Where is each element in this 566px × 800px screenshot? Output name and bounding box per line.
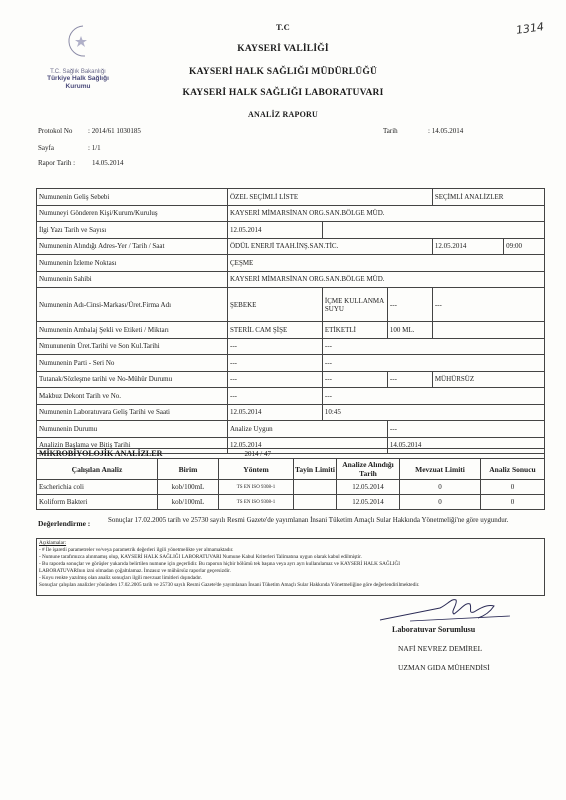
section-title-row xyxy=(37,449,545,459)
row-value: KAYSERİ MİMARSİNAN ORG.SAN.BÖLGE MÜD. xyxy=(228,205,545,222)
cell: 12.05.2014 xyxy=(337,480,400,495)
row-value: 12.05.2014 xyxy=(228,404,323,421)
col-header: Mevzuat Limiti xyxy=(400,459,481,480)
degerlendirme-label: Değerlendirme : xyxy=(38,519,91,528)
table-row xyxy=(37,338,545,355)
table-row xyxy=(37,495,545,510)
col-header: Yöntem xyxy=(219,459,294,480)
row-label: Numunenin İzleme Noktası xyxy=(37,255,228,272)
row-value: ÇEŞME xyxy=(228,255,545,272)
header-line3: KAYSERİ HALK SAĞLIĞI LABORATUVARI xyxy=(182,88,384,98)
cell xyxy=(294,495,337,510)
logo-line3: Kurumu xyxy=(65,83,91,90)
row-value: MÜHÜRSÜZ xyxy=(432,371,544,388)
cell: kob/100mL xyxy=(158,495,219,510)
row-label: Nmununenin Üret.Tarihi ve Son Kul.Tarihi xyxy=(37,338,228,355)
note-line: Sonuçlar çalışılan analizler yönünden 17.02.2005 tarih ve 25730 sayılı Resmi Gazete'de yayımlanan İnsani Tüketim Amaçlı Sular Hakkında Yönetmeliğine göre değerlendirilmektedir. xyxy=(39,582,420,588)
note-line: - Koyu renkte yazılmış olan analiz sonuçları ilgili mevzuat limitleri dışındadır. xyxy=(39,575,202,581)
report-title: ANALİZ RAPORU xyxy=(248,110,318,119)
table-row xyxy=(37,189,545,206)
cell xyxy=(294,480,337,495)
row-label: Numunenin Sahibi xyxy=(37,271,228,288)
row-value: 100 ML. xyxy=(387,322,432,339)
row-label: Makbuz Dekont Tarih ve No. xyxy=(37,388,228,405)
row-value: ÖDÜL ENERJİ TAAH.İNŞ.SAN.TİC. xyxy=(228,238,433,255)
tarih-value: : 14.05.2014 xyxy=(428,127,464,135)
note-line: - Bu raporda sonuçlar ve görüşler yukarıda belirtilen numune için geçerlidir. Bu raporun hiçbir bölümü tek başına veya ayrı ayrı kullanılamaz ve KAYSERİ HALK SAĞLIĞI xyxy=(39,561,400,567)
row-value: KAYSERİ MİMARSİNAN ORG.SAN.BÖLGE MÜD. xyxy=(228,271,545,288)
row-value: ETİKETLİ xyxy=(322,322,387,339)
sample-info-table xyxy=(36,188,545,454)
row-label: Numunenin Parti - Seri No xyxy=(37,355,228,372)
row-label: Analizin Başlama ve Bitiş Tarihi xyxy=(37,437,228,454)
col-header: Analiz Sonucu xyxy=(481,459,545,480)
section-title: MİKROBİYOLOJİK ANALİZLER xyxy=(37,449,219,459)
row-value: 12.05.2014 xyxy=(228,437,388,454)
table-row xyxy=(37,480,545,495)
col-header: Tayin Limiti xyxy=(294,459,337,480)
row-label: İlgi Yazı Tarih ve Sayısı xyxy=(37,222,228,239)
handwritten-number: 1314 xyxy=(515,20,545,37)
table-row xyxy=(37,238,545,255)
cell: kob/100mL xyxy=(158,480,219,495)
cell: Koliform Bakteri xyxy=(37,495,158,510)
table-row xyxy=(37,288,545,322)
note-line: LABORATUVARInın izni olmadan çoğaltılamaz. İmzasız ve mühürsüz raporlar geçersizdir. xyxy=(39,568,231,574)
row-value: İÇME KULLANMA SUYU xyxy=(322,288,387,322)
row-value: ÖZEL SEÇİMLİ LİSTE xyxy=(228,189,433,206)
table-row xyxy=(37,371,545,388)
row-value: ŞEBEKE xyxy=(228,288,323,322)
header-line1: KAYSERİ VALİLİĞİ xyxy=(237,44,329,54)
row-label: Numunenin Adı-Cinsi-Markası/Üret.Firma Adı xyxy=(37,288,228,322)
row-value: --- xyxy=(322,355,544,372)
row-label: Numunenin Laboratuvara Geliş Tarihi ve Saati xyxy=(37,404,228,421)
table-row xyxy=(37,255,545,272)
row-value: 09:00 xyxy=(504,238,545,255)
micro-analysis-table xyxy=(36,448,545,510)
signature-role: Laboratuvar Sorumlusu xyxy=(392,625,476,634)
sayfa-label: Sayfa xyxy=(38,144,54,152)
row-value: STERİL CAM ŞİŞE xyxy=(228,322,323,339)
cell: 12.05.2014 xyxy=(337,495,400,510)
table-row xyxy=(37,404,545,421)
table-row xyxy=(37,421,545,438)
protokol-label: Protokol No xyxy=(38,127,73,135)
cell: 0 xyxy=(481,495,545,510)
col-header: Birim xyxy=(158,459,219,480)
logo-line1: T.C. Sağlık Bakanlığı xyxy=(50,69,106,75)
table-row xyxy=(37,205,545,222)
cell: TS EN ISO 9308-1 xyxy=(219,495,294,510)
row-value: --- xyxy=(322,371,387,388)
row-label: Numuneyi Gönderen Kişi/Kurum/Kuruluş xyxy=(37,205,228,222)
degerlendirme-text: Sonuçlar 17.02.2005 tarih ve 25730 sayılı Resmi Gazete'de yayımlanan İnsani Tüketim Amaçlı Sular Hakkında Yönetmeliği'ne göre uygundur. xyxy=(108,516,509,524)
row-value: 12.05.2014 xyxy=(432,238,503,255)
header-line2: KAYSERİ HALK SAĞLIĞI MÜDÜRLÜĞÜ xyxy=(188,67,378,77)
cell: TS EN ISO 9308-1 xyxy=(219,480,294,495)
header-row xyxy=(37,459,545,480)
row-label: Numunenin Alındığı Adres-Yer / Tarih / Saat xyxy=(37,238,228,255)
tarih-label: Tarih xyxy=(383,127,398,135)
table-row xyxy=(37,322,545,339)
rapor-tarih-label: Rapor Tarih : xyxy=(38,159,76,167)
header-tc: T.C xyxy=(276,22,290,32)
sayfa-value: : 1/1 xyxy=(88,144,101,152)
note-line: Açıklamalar: xyxy=(39,540,67,546)
row-value: --- xyxy=(228,338,323,355)
row-value: --- xyxy=(322,338,544,355)
signature xyxy=(370,594,520,624)
signature-name: NAFİ NEVREZ DEMİREL xyxy=(398,644,483,653)
row-label: Tutanak/Sözleşme tarihi ve No-Mühür Durumu xyxy=(37,371,228,388)
note-line: - # İle işaretli parametreler ve/veya parametrik değerleri ilgili yönetmelikte yer almamaktadır. xyxy=(39,547,234,553)
row-value: 14.05.2014 xyxy=(387,437,544,454)
row-label: Numunenin Durumu xyxy=(37,421,228,438)
row-value: --- xyxy=(387,288,432,322)
row-value: --- xyxy=(228,388,323,405)
row-value: 12.05.2014 xyxy=(228,222,323,239)
row-value: --- xyxy=(387,421,544,438)
table-row xyxy=(37,355,545,372)
row-label: Numunenin Geliş Sebebi xyxy=(37,189,228,206)
rapor-tarih-value: 14.05.2014 xyxy=(92,159,124,167)
note-line: - Numune tarafımızca alınmamış olup, KAYSERİ HALK SAĞLIĞI LABORATUVARI Numune Kabul Kriterleri Talimatına uygun olarak kabul edilmiştir. xyxy=(39,554,362,560)
row-value: --- xyxy=(322,388,544,405)
notes-box xyxy=(36,538,545,596)
col-header: Çalışılan Analiz xyxy=(37,459,158,480)
col-header: Analize Alındığı Tarih xyxy=(337,459,400,480)
row-label: Numunenin Ambalaj Şekli ve Etiketi / Miktarı xyxy=(37,322,228,339)
section-number: 2014 / 47 xyxy=(219,449,545,459)
row-value: 10:45 xyxy=(322,404,544,421)
row-value: --- xyxy=(228,355,323,372)
cell: Escherichia coli xyxy=(37,480,158,495)
row-value: --- xyxy=(228,371,323,388)
table-row xyxy=(37,388,545,405)
row-value: SEÇİMLİ ANALİZLER xyxy=(432,189,544,206)
cell: 0 xyxy=(400,495,481,510)
row-value: --- xyxy=(387,371,432,388)
cell: 0 xyxy=(481,480,545,495)
row-value: --- xyxy=(432,288,544,322)
logo-line2: Türkiye Halk Sağlığı xyxy=(47,75,109,82)
table-row xyxy=(37,222,545,239)
cell: 0 xyxy=(400,480,481,495)
signature-title: UZMAN GIDA MÜHENDİSİ xyxy=(398,663,490,672)
table-row xyxy=(37,271,545,288)
row-value: Analize Uygun xyxy=(228,421,388,438)
protokol-value: : 2014/61 1030185 xyxy=(88,127,141,135)
